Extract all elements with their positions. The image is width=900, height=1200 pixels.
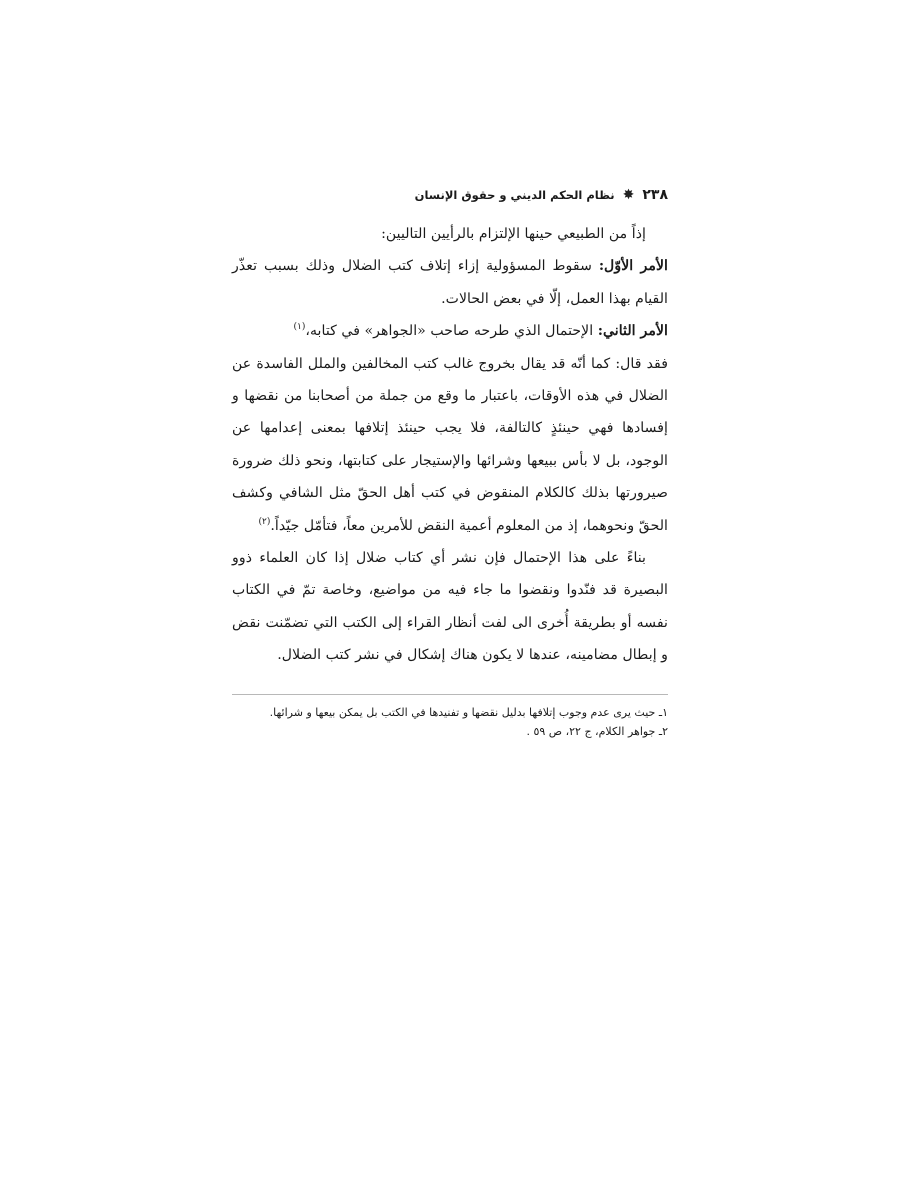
footnote-ref-2[interactable]: (٢) xyxy=(258,516,271,527)
footnote-2 xyxy=(232,722,668,741)
footnote-2-text: ٢ـ جواهر الكلام، ج ٢٢، ص ٥٩ . xyxy=(526,724,668,738)
conclusion-paragraph xyxy=(232,542,668,672)
first-matter-paragraph xyxy=(232,250,668,315)
second-matter-paragraph xyxy=(232,315,668,347)
conclusion-text: بناءً على هذا الإحتمال فإن نشر أي كتاب ضلال إذا كان العلماء ذوو البصيرة قد فنّدوا ونقضوا ما جاء فيه من مواضيع، وخاصة تمّ في الكتاب نفسه أو بطريقة أُخرى الى لفت أنظار القراء إلى الكتب التي تضمّنت نقض و إبطال مضامينه، عندها لا يكون هناك إشكال في نشر كتب الضلال. xyxy=(232,550,668,664)
first-matter-label: الأمر الأوّل: xyxy=(598,258,668,275)
footnote-ref-1[interactable]: (١) xyxy=(293,322,306,333)
first-matter-text: سقوط المسؤولية إزاء إتلاف كتب الضلال وذلك بسبب تعذّر القيام بهذا العمل، إلّا في بعض الحالات. xyxy=(232,258,668,307)
second-matter-text: الإحتمال الذي طرحه صاحب «الجواهر» في كتابه، xyxy=(305,323,598,340)
page-header xyxy=(232,180,668,210)
quote-paragraph xyxy=(232,348,668,542)
page-number: ٢٣٨ xyxy=(642,187,668,203)
book-page xyxy=(232,180,668,741)
footnotes xyxy=(232,703,668,741)
footnote-1 xyxy=(232,703,668,722)
intro-paragraph xyxy=(232,218,668,250)
second-matter-label: الأمر الثاني: xyxy=(597,323,668,340)
quote-text: فقد قال: كما أنّه قد يقال بخروج غالب كتب المخالفين والملل الفاسدة عن الضلال في هذه الأوقات، باعتبار ما وقع من جملة من أصحابنا من نقضها و إفسادها فهي حينئذٍ كالتالفة، فلا يجب حينئذ إتلافها بمعنى إعدامها عن الوجود، بل لا بأس ببيعها وشرائها والإستيجار على كتابتها، ونحو ذلك ضرورة صيرورتها بذلك كالكلام المنقوض في كتب أهل الحقّ مثل الشافي وكشف الحقّ ونحوهما، إذ من المعلوم أعمية النقض للأمرين معاً، فتأمّل جيّداً. xyxy=(232,355,668,534)
running-title: نظام الحكم الديني و حقوق الإنسان xyxy=(414,188,615,202)
flower-ornament-icon: ✸ xyxy=(622,187,635,203)
footnote-divider xyxy=(232,694,668,695)
main-text xyxy=(232,218,668,672)
intro-text: إذاً من الطبيعي حينها الإلتزام بالرأيين التاليين: xyxy=(381,226,646,242)
footnote-1-text: ١ـ حيث يرى عدم وجوب إتلافها بدليل نقضها و تفنيدها في الكتب بل يمكن بيعها و شرائها. xyxy=(269,705,668,719)
